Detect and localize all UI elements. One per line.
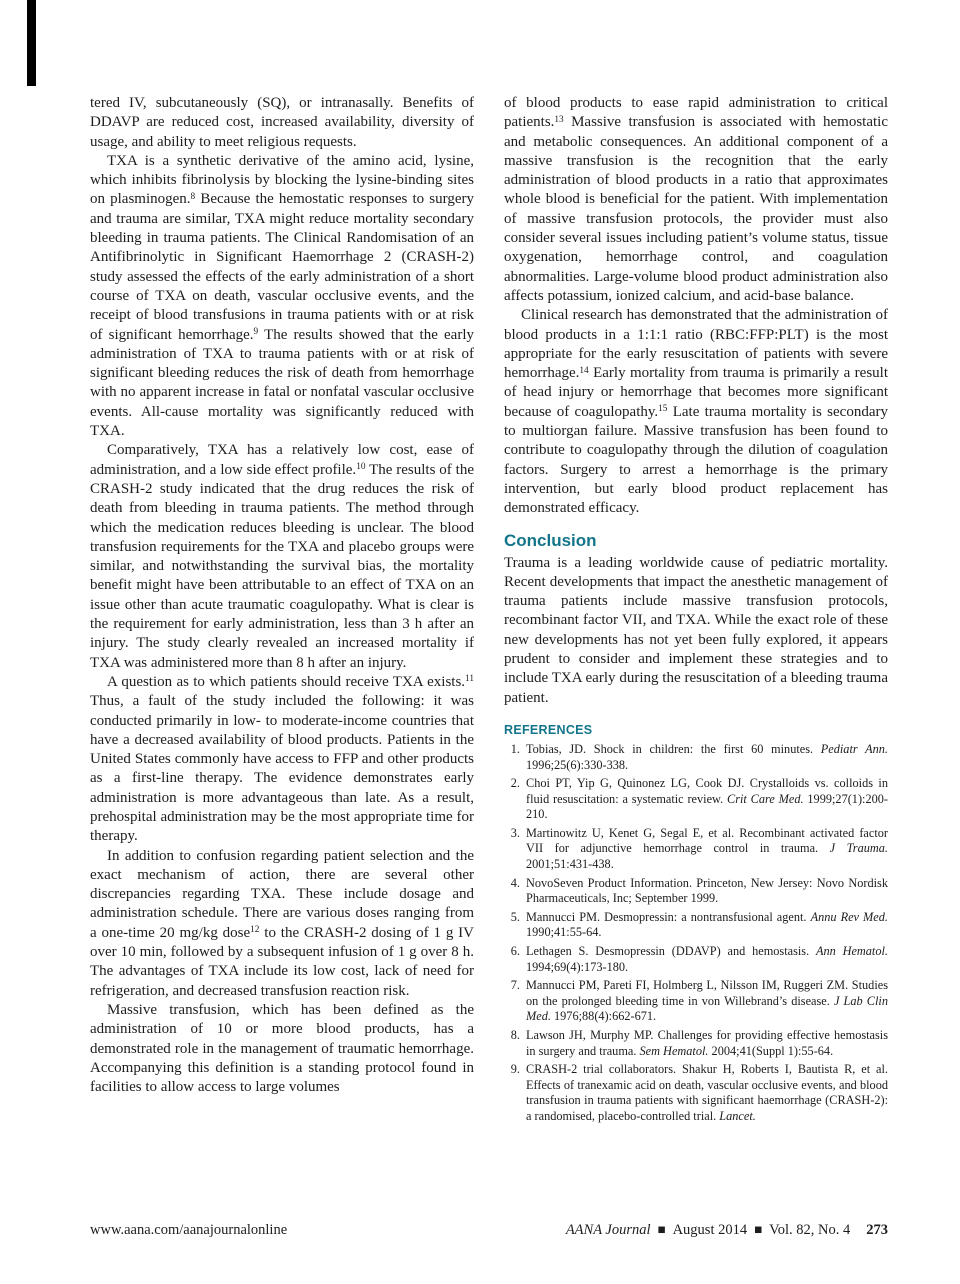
reference-number: 2. bbox=[510, 776, 520, 791]
reference-number: 5. bbox=[510, 909, 520, 924]
conclusion-paragraph: Trauma is a leading worldwide cause of pediatric mortality. Recent developments that impact the anesthetic management of trauma patients include massive transfusion protocols, recombinant factor VII, and TXA. While the exact role of these new developments has not yet been fully explored, it appears prudent to consider and implement these strategies and to include TXA early during the resuscitation of a bleeding trauma patient. bbox=[504, 554, 888, 706]
reference-item bbox=[504, 910, 888, 941]
reference-text: Mannucci PM, Pareti FI, Holmberg L, Nilsson IM, Ruggeri ZM. Studies on the prolonged bleeding time in von Willebrand’s disease. J Lab Clin Med. 1976;88(4):662-671. bbox=[526, 978, 888, 1024]
reference-text: Choi PT, Yip G, Quinonez LG, Cook DJ. Crystalloids vs. colloids in fluid resuscitation: a systematic review. Crit Care Med. 1999;27(1):200-210. bbox=[526, 776, 889, 822]
reference-number: 4. bbox=[510, 875, 520, 890]
reference-text: Lethagen S. Desmopressin (DDAVP) and hemostasis. Ann Hematol. 1994;69(4):173-180. bbox=[526, 944, 888, 974]
paragraph: Clinical research has demonstrated that the administration of blood products in a 1:1:1 ratio (RBC:FFP:PLT) is the most appropriate for the early resuscitation of patients with severe hemorrhage.$^{14}$ Early mortality from trauma is primarily a result of head injury or hemorrhage that becomes more significant because of coagulopathy.$^{15}$ Late trauma mortality is secondary to multiorgan failure. Massive transfusion has been found to contribute to coagulopathy through the dilution of coagulation factors. Surgery to arrest a hemorrhage is the primary intervention, but early blood product replacement has demonstrated efficacy. bbox=[504, 307, 888, 517]
reference-item bbox=[504, 876, 888, 907]
reference-text: Lawson JH, Murphy MP. Challenges for providing effective hemostasis in surgery and trauma. Sem Hematol. 2004;41(Suppl 1):55-64. bbox=[526, 1028, 888, 1058]
reference-item bbox=[504, 776, 888, 823]
page-edge-mark bbox=[27, 0, 36, 86]
left-column bbox=[90, 94, 474, 1128]
page-footer bbox=[90, 1222, 888, 1239]
reference-number: 7. bbox=[510, 978, 520, 993]
paragraph: In addition to confusion regarding patient selection and the exact mechanism of action, there are several other discrepancies regarding TXA. These include dosage and administration schedule. There are various doses ranging from a one-time 20 mg/kg dose$^{12}$ to the CRASH-2 dosing of 1 g IV over 10 min, followed by a subsequent infusion of 1 g over 8 h. The advantages of TXA include its low cost, lack of need for refrigeration, and decreased transfusion reaction risk. bbox=[90, 847, 474, 999]
reference-text: NovoSeven Product Information. Princeton, New Jersey: Novo Nordisk Pharmaceuticals, Inc; September 1999. bbox=[526, 875, 888, 906]
reference-text: Mannucci PM. Desmopressin: a nontransfusional agent. Annu Rev Med. 1990;41:55-64. bbox=[526, 909, 888, 940]
issue-date: August 2014 bbox=[672, 1222, 748, 1238]
journal-citation bbox=[566, 1222, 888, 1239]
page-number: 273 bbox=[866, 1222, 888, 1238]
separator-square-icon: ■ bbox=[657, 1225, 666, 1235]
references-heading: REFERENCES bbox=[504, 722, 593, 737]
reference-number: 6. bbox=[510, 944, 520, 959]
reference-text: Tobias, JD. Shock in children: the first 60 minutes. Pediatr Ann. 1996;25(6):330-338. bbox=[526, 741, 888, 772]
right-column bbox=[504, 94, 888, 1128]
reference-list bbox=[504, 742, 888, 1125]
paragraph: A question as to which patients should receive TXA exists.$^{11}$ Thus, a fault of the study included the following: it was conducted primarily in low- to moderate-income countries that have a decreased availability of blood products. Patients in the United States commonly have access to FFP and other products as a first-line therapy. The evidence demonstrates early administration is more advantageous than late. As a result, prehospital administration may be the most appropriate time for therapy. bbox=[90, 673, 474, 845]
reference-number: 9. bbox=[510, 1062, 520, 1077]
volume-number: Vol. 82, No. 4 bbox=[769, 1222, 851, 1238]
article-body bbox=[90, 94, 888, 1128]
reference-number: 3. bbox=[510, 825, 520, 840]
reference-item bbox=[504, 978, 888, 1025]
paragraph: tered IV, subcutaneously (SQ), or intranasally. Benefits of DDAVP are reduced cost, increased availability, diversity of usage, and ability to meet religious requests. bbox=[90, 95, 474, 150]
reference-item bbox=[504, 1028, 888, 1059]
conclusion-heading: Conclusion bbox=[504, 530, 597, 550]
separator-square-icon: ■ bbox=[754, 1225, 763, 1235]
reference-number: 1. bbox=[510, 741, 520, 756]
reference-item bbox=[504, 826, 888, 873]
reference-item bbox=[504, 1062, 888, 1124]
paragraph: of blood products to ease rapid administration to critical patients.$^{13}$ Massive transfusion is associated with hemostatic and metabolic consequences. An additional component of a massive transfusion is the recognition that the early administration of blood products in a ratio that approximates whole blood is beneficial for the patient. With implementation of massive transfusion protocols, the provider must also consider several issues including patient’s volume status, tissue oxygenation, hemorrhage control, and coagulation abnormalities. Large-volume blood product administration also affects potassium, ionized calcium, and acid-base balance. bbox=[504, 95, 888, 304]
journal-name: AANA Journal bbox=[565, 1222, 651, 1238]
paragraph: Massive transfusion, which has been defined as the administration of 10 or more blood products, has a demonstrated role in the management of traumatic hemorrhage. Accompanying this definition is a standing protocol found in facilities to allow access to large volumes bbox=[90, 1001, 474, 1096]
reference-item bbox=[504, 742, 888, 773]
journal-website: www.aana.com/aanajournalonline bbox=[90, 1222, 288, 1238]
paragraph: TXA is a synthetic derivative of the amino acid, lysine, which inhibits fibrinolysis by blocking the lysine-binding sites on plasminogen.$^8$ Because the hemostatic responses to surgery and trauma are similar, TXA might reduce mortality secondary bleeding in trauma patients. The Clinical Randomisation of an Antifibrinolytic in Significant Haemorrhage 2 (CRASH-2) study assessed the effects of the early administration of a short course of TXA on death, vascular occlusive events, and the receipt of blood transfusions in trauma patients with or at risk of significant hemorrhage.$^9$ The results showed that the early administration of TXA to trauma patients with or at risk of significant bleeding reduces the risk of death from hemorrhage with no apparent increase in fatal or nonfatal vascular occlusive events. All-cause mortality was significantly reduced with TXA. bbox=[90, 152, 475, 440]
reference-item bbox=[504, 944, 888, 975]
reference-text: CRASH-2 trial collaborators. Shakur H, Roberts I, Bautista R, et al. Effects of tranexamic acid on death, vascular occlusive events, and blood transfusion in trauma patients with significant haemorrhage (CRASH-2): a randomised, placebo-controlled trial. Lancet. bbox=[526, 1062, 888, 1123]
paragraph: Comparatively, TXA has a relatively low cost, ease of administration, and a low side effect profile.$^{10}$ The results of the CRASH-2 study indicated that the drug reduces the risk of death from bleeding in trauma patients. The method through which the medication reduces bleeding is unclear. The blood transfusion requirements for the TXA and placebo groups were similar, and notwithstanding the survival bias, the mortality benefit might have been attributable to an effect of TXA on an issue other than acute traumatic coagulopathy. What is clear is the requirement for early administration, less than 3 h after an injury. The study clearly revealed an increased mortality if TXA was administered more than 8 h after an injury. bbox=[90, 442, 474, 671]
reference-text: Martinowitz U, Kenet G, Segal E, et al. Recombinant activated factor VII for adjunctive hemorrhage control in trauma. J Trauma. 2001;51:431-438. bbox=[526, 825, 888, 872]
reference-number: 8. bbox=[510, 1028, 520, 1042]
